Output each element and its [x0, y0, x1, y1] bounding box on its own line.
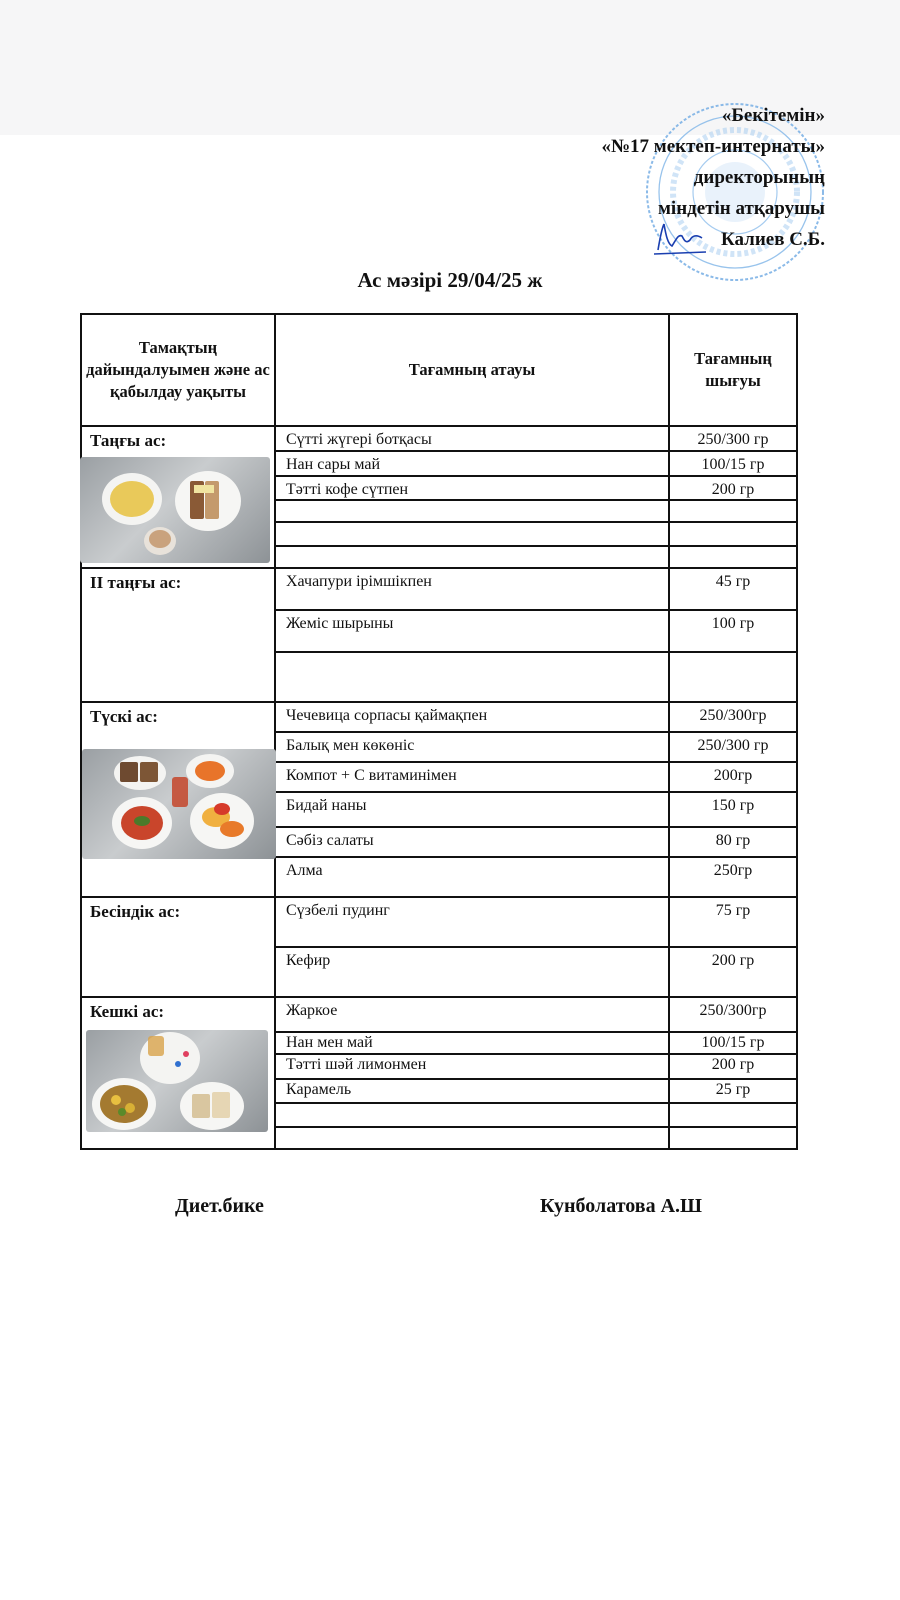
- dish-name: Сәбіз салаты: [275, 827, 669, 857]
- approval-line-4: міндетін атқарушы: [657, 198, 825, 219]
- approval-line-1: «Бекітемін»: [721, 105, 825, 126]
- dish-name: Сүтті жүгері ботқасы: [275, 426, 669, 451]
- table-row: [81, 426, 797, 451]
- dish-portion: 250/300гр: [669, 997, 797, 1032]
- meal-label-breakfast: Таңғы ас:: [90, 431, 167, 450]
- dish-name: Карамель: [275, 1079, 669, 1103]
- dish-name: Чечевица сорпасы қаймақпен: [275, 702, 669, 732]
- dish-name: Тәтті шәй лимонмен: [275, 1054, 669, 1079]
- dish-name: Сүзбелі пудинг: [275, 897, 669, 947]
- dish-name: Балық мен көкөніс: [275, 732, 669, 762]
- dish-portion: 200 гр: [669, 1054, 797, 1079]
- dish-portion: 100/15 гр: [669, 451, 797, 476]
- meal-cell-breakfast: [81, 426, 275, 568]
- dish-name: Нан мен май: [275, 1032, 669, 1054]
- approval-signature-row: [560, 224, 825, 255]
- dish-portion: 45 гр: [669, 568, 797, 610]
- dish-portion: 200гр: [669, 762, 797, 792]
- dinner-photo: [86, 1030, 268, 1132]
- meal-label-dinner: Кешкі ас:: [90, 1002, 165, 1021]
- menu-title: Ас мәзірі 29/04/25 ж: [357, 268, 543, 292]
- dish-portion: 80 гр: [669, 827, 797, 857]
- dietitian-title: Диет.бике: [175, 1195, 264, 1217]
- dish-portion: 250/300 гр: [669, 426, 797, 451]
- meal-cell-second-breakfast: [81, 568, 275, 702]
- dish-name: Тәтті кофе сүтпен: [275, 476, 669, 500]
- dish-portion: 200 гр: [669, 947, 797, 997]
- dish-name: Хачапури ірімшікпен: [275, 568, 669, 610]
- menu-table: [80, 313, 798, 1150]
- table-row: [81, 568, 797, 610]
- table-header-row: [81, 314, 797, 426]
- table-row: [81, 897, 797, 947]
- meal-label-snack: Бесіндік ас:: [90, 902, 181, 921]
- dish-portion: 100/15 гр: [669, 1032, 797, 1054]
- dish-name: Компот + С витаминімен: [275, 762, 669, 792]
- table-row: [81, 997, 797, 1032]
- approval-block: [560, 100, 825, 255]
- approval-line-3: директорының: [693, 167, 825, 188]
- meal-cell-snack: [81, 897, 275, 997]
- dish-name: Алма: [275, 857, 669, 897]
- dish-name: Жеміс шырыны: [275, 610, 669, 652]
- dish-portion: 200 гр: [669, 476, 797, 500]
- dietitian-name: Кунболатова А.Ш: [540, 1195, 702, 1217]
- dish-portion: 150 гр: [669, 792, 797, 827]
- header-dish-name: Тағамның атауы: [275, 314, 669, 426]
- header-portion: Тағамның шығуы: [669, 314, 797, 426]
- dish-portion: 250/300гр: [669, 702, 797, 732]
- dish-name: Жаркое: [275, 997, 669, 1032]
- meal-cell-dinner: [81, 997, 275, 1149]
- meal-label-second-breakfast: ІІ таңғы ас:: [90, 573, 182, 592]
- table-row: [81, 702, 797, 732]
- approval-line-2: «№17 мектеп-интернаты»: [601, 136, 825, 157]
- header-meal-time: Тамақтың дайындалуымен және ас қабылдау уақыты: [81, 314, 275, 426]
- dish-name: Нан сары май: [275, 451, 669, 476]
- lunch-photo: [82, 749, 276, 859]
- dish-name: Кефир: [275, 947, 669, 997]
- dish-portion: 250гр: [669, 857, 797, 897]
- dish-name: Бидай наны: [275, 792, 669, 827]
- dish-portion: 75 гр: [669, 897, 797, 947]
- handwritten-signature: [650, 220, 710, 258]
- meal-cell-lunch: [81, 702, 275, 897]
- dish-portion: 25 гр: [669, 1079, 797, 1103]
- breakfast-photo: [80, 457, 270, 563]
- dish-portion: 250/300 гр: [669, 732, 797, 762]
- meal-label-lunch: Түскі ас:: [90, 707, 158, 726]
- approval-name: Калиев С.Б.: [720, 229, 825, 250]
- dish-portion: 100 гр: [669, 610, 797, 652]
